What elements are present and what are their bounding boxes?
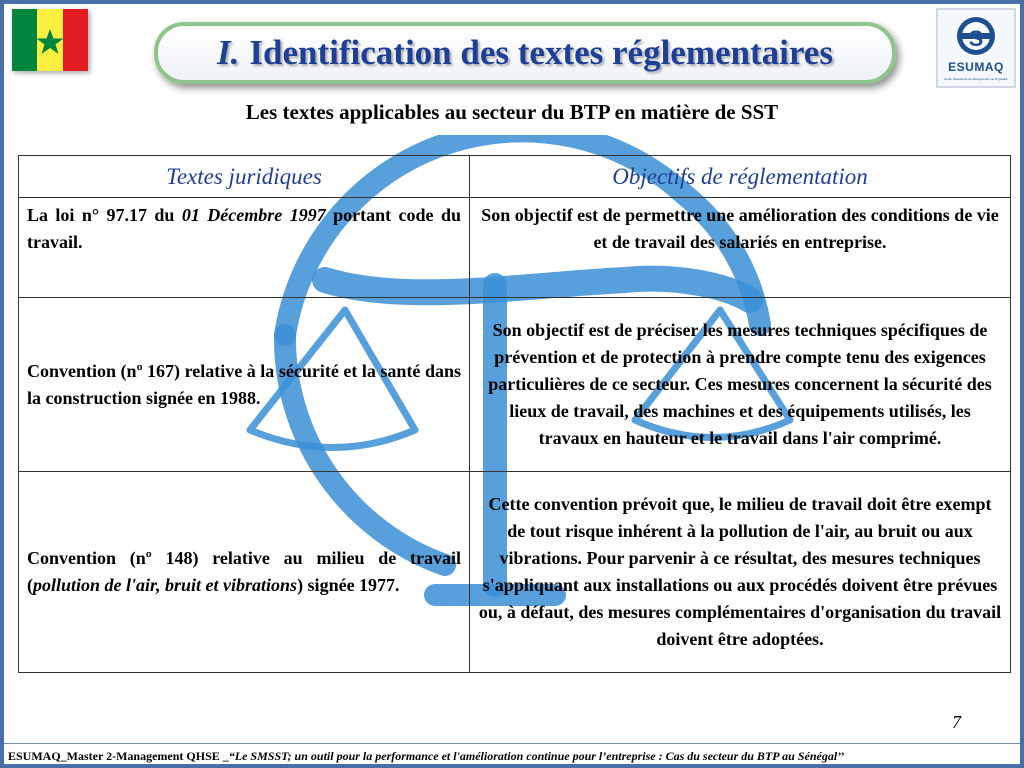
flag-red-band — [63, 9, 88, 71]
title-banner — [154, 22, 896, 84]
page-title — [217, 33, 833, 73]
subtitle: Les textes applicables au secteur du BTP en matière de SST — [245, 100, 779, 124]
star-icon — [34, 26, 66, 58]
table-header-row — [19, 156, 1011, 198]
esumaq-emblem-icon — [938, 10, 1014, 62]
logo-subtext: Ecole Supérieure de Management de la Qualité — [944, 77, 1008, 81]
objective-cell: Son objectif est de préciser les mesures techniques spécifiques de prévention et de protection à prendre compte tenu des exigences particulières de ce secteur. Ces mesures concernent la sécurité des lieux de travail, des machines et des équipements utilisés, les travaux en hauteur et le travail dans l'air comprimé. — [470, 298, 1011, 472]
footer-plain: ESUMAQ_Master 2-Management QHSE _ — [8, 749, 229, 763]
flag-yellow-band — [37, 9, 62, 71]
page-number: 7 — [952, 712, 961, 732]
legal-text-date: 01 Décembre 1997 — [181, 205, 326, 225]
legal-text-cell: Convention (nº 167) relative à la sécurité et la santé dans la construction signée en 1988. — [19, 298, 470, 472]
objective-cell: Cette convention prévoit que, le milieu de travail doit être exempt de tout risque inhérent à la pollution de l'air, au bruit ou aux vibrations. Pour parvenir à ce résultat, des mesures techniques s'appliquant aux installations ou aux procédés doivent être prévues ou, à défaut, des mesures complémentaires d'organisation du travail doivent être adoptées. — [470, 472, 1011, 673]
table-row — [19, 472, 1011, 673]
legal-text-cell — [19, 472, 470, 673]
legal-text-part: ) signée 1977. — [297, 575, 400, 595]
legal-text-part: portant code du travail. — [27, 205, 461, 252]
title-text: Identification des textes réglementaires — [249, 33, 833, 72]
senegal-flag-icon — [12, 9, 88, 71]
footer-italic: “Le SMSST; un outil pour la performance et l'amélioration continue pour l’entreprise : Cas du secteur du BTP au Sénégal’’ — [228, 749, 845, 763]
regulations-table — [18, 155, 1011, 673]
legal-text-part: La loi n° 97.17 du — [27, 205, 182, 225]
column-header-objectives: Objectifs de réglementation — [470, 156, 1011, 198]
footer — [8, 749, 1018, 764]
footer-divider — [4, 743, 1020, 744]
legal-text-cell — [19, 198, 470, 298]
objective-cell: Son objectif est de permettre une amélioration des conditions de vie et de travail des salariés en entreprise. — [470, 198, 1011, 298]
table-row — [19, 198, 1011, 298]
svg-text:S: S — [968, 26, 984, 51]
legal-text-part: Convention (nº 148) relative au milieu de travail ( — [27, 548, 461, 595]
legal-text-topic: pollution de l'air, bruit et vibrations — [33, 575, 298, 595]
logo-text: ESUMAQ — [948, 60, 1004, 74]
esumaq-logo — [936, 8, 1016, 88]
title-number: I. — [217, 33, 240, 72]
table-row — [19, 298, 1011, 472]
column-header-legal-texts: Textes juridiques — [19, 156, 470, 198]
